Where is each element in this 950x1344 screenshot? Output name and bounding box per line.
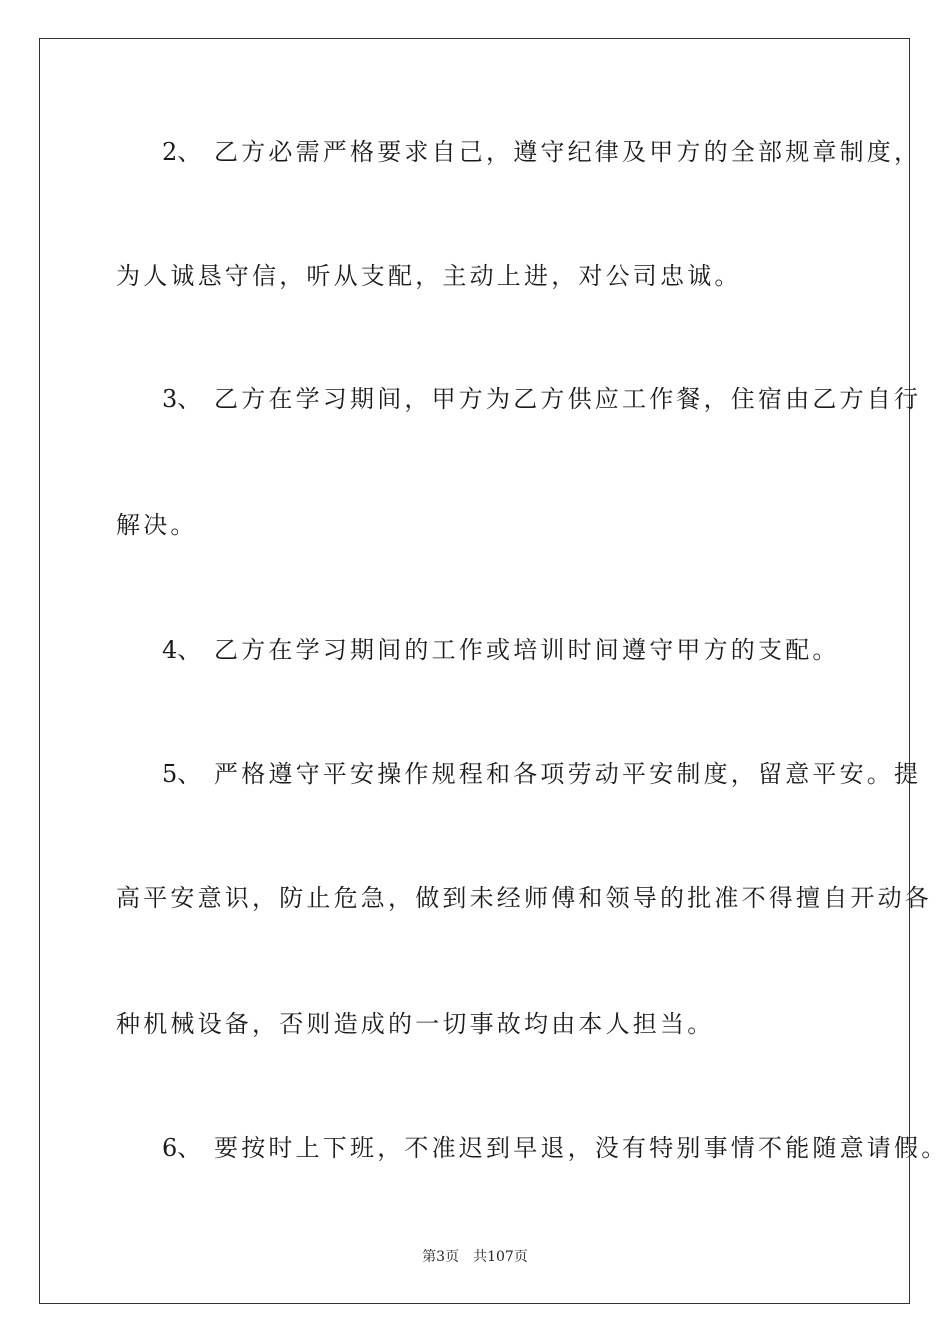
- paragraph-text: 乙方在学习期间的工作或培训时间遵守甲方的支配。: [214, 636, 840, 664]
- paragraph-4-line-1: [162, 636, 840, 664]
- paragraph-text: 乙方必需严格要求自己，遵守纪律及甲方的全部规章制度，: [214, 138, 922, 166]
- page-footer: [0, 1248, 950, 1266]
- paragraph-2-line-2: 为人诚恳守信，听从支配，主动上进，对公司忠诚。: [116, 262, 742, 290]
- paragraph-5-line-1: [162, 760, 921, 788]
- paragraph-text: 严格遵守平安操作规程和各项劳动平安制度，留意平安。提: [214, 760, 922, 788]
- paragraph-number: 3、: [162, 385, 202, 413]
- paragraph-6-line-1: [162, 1134, 948, 1162]
- paragraph-number: 6、: [162, 1134, 202, 1162]
- paragraph-3-line-1: [162, 385, 921, 413]
- paragraph-number: 4、: [162, 636, 202, 664]
- paragraph-5-line-3: 种机械设备，否则造成的一切事故均由本人担当。: [116, 1010, 715, 1038]
- paragraph-text: 乙方在学习期间，甲方为乙方供应工作餐，住宿由乙方自行: [214, 385, 922, 413]
- paragraph-5-line-2: 高平安意识，防止危急，做到未经师傅和领导的批准不得擅自开动各: [116, 884, 932, 912]
- total-pages: 共107页: [473, 1249, 528, 1265]
- page-number: 第3页: [422, 1249, 460, 1265]
- paragraph-2-line-1: [162, 138, 921, 166]
- paragraph-number: 2、: [162, 138, 202, 166]
- paragraph-3-line-2: 解决。: [116, 511, 198, 539]
- page-border: [39, 38, 910, 1304]
- paragraph-text: 要按时上下班，不准迟到早退，没有特别事情不能随意请假。: [214, 1134, 949, 1162]
- paragraph-number: 5、: [162, 760, 202, 788]
